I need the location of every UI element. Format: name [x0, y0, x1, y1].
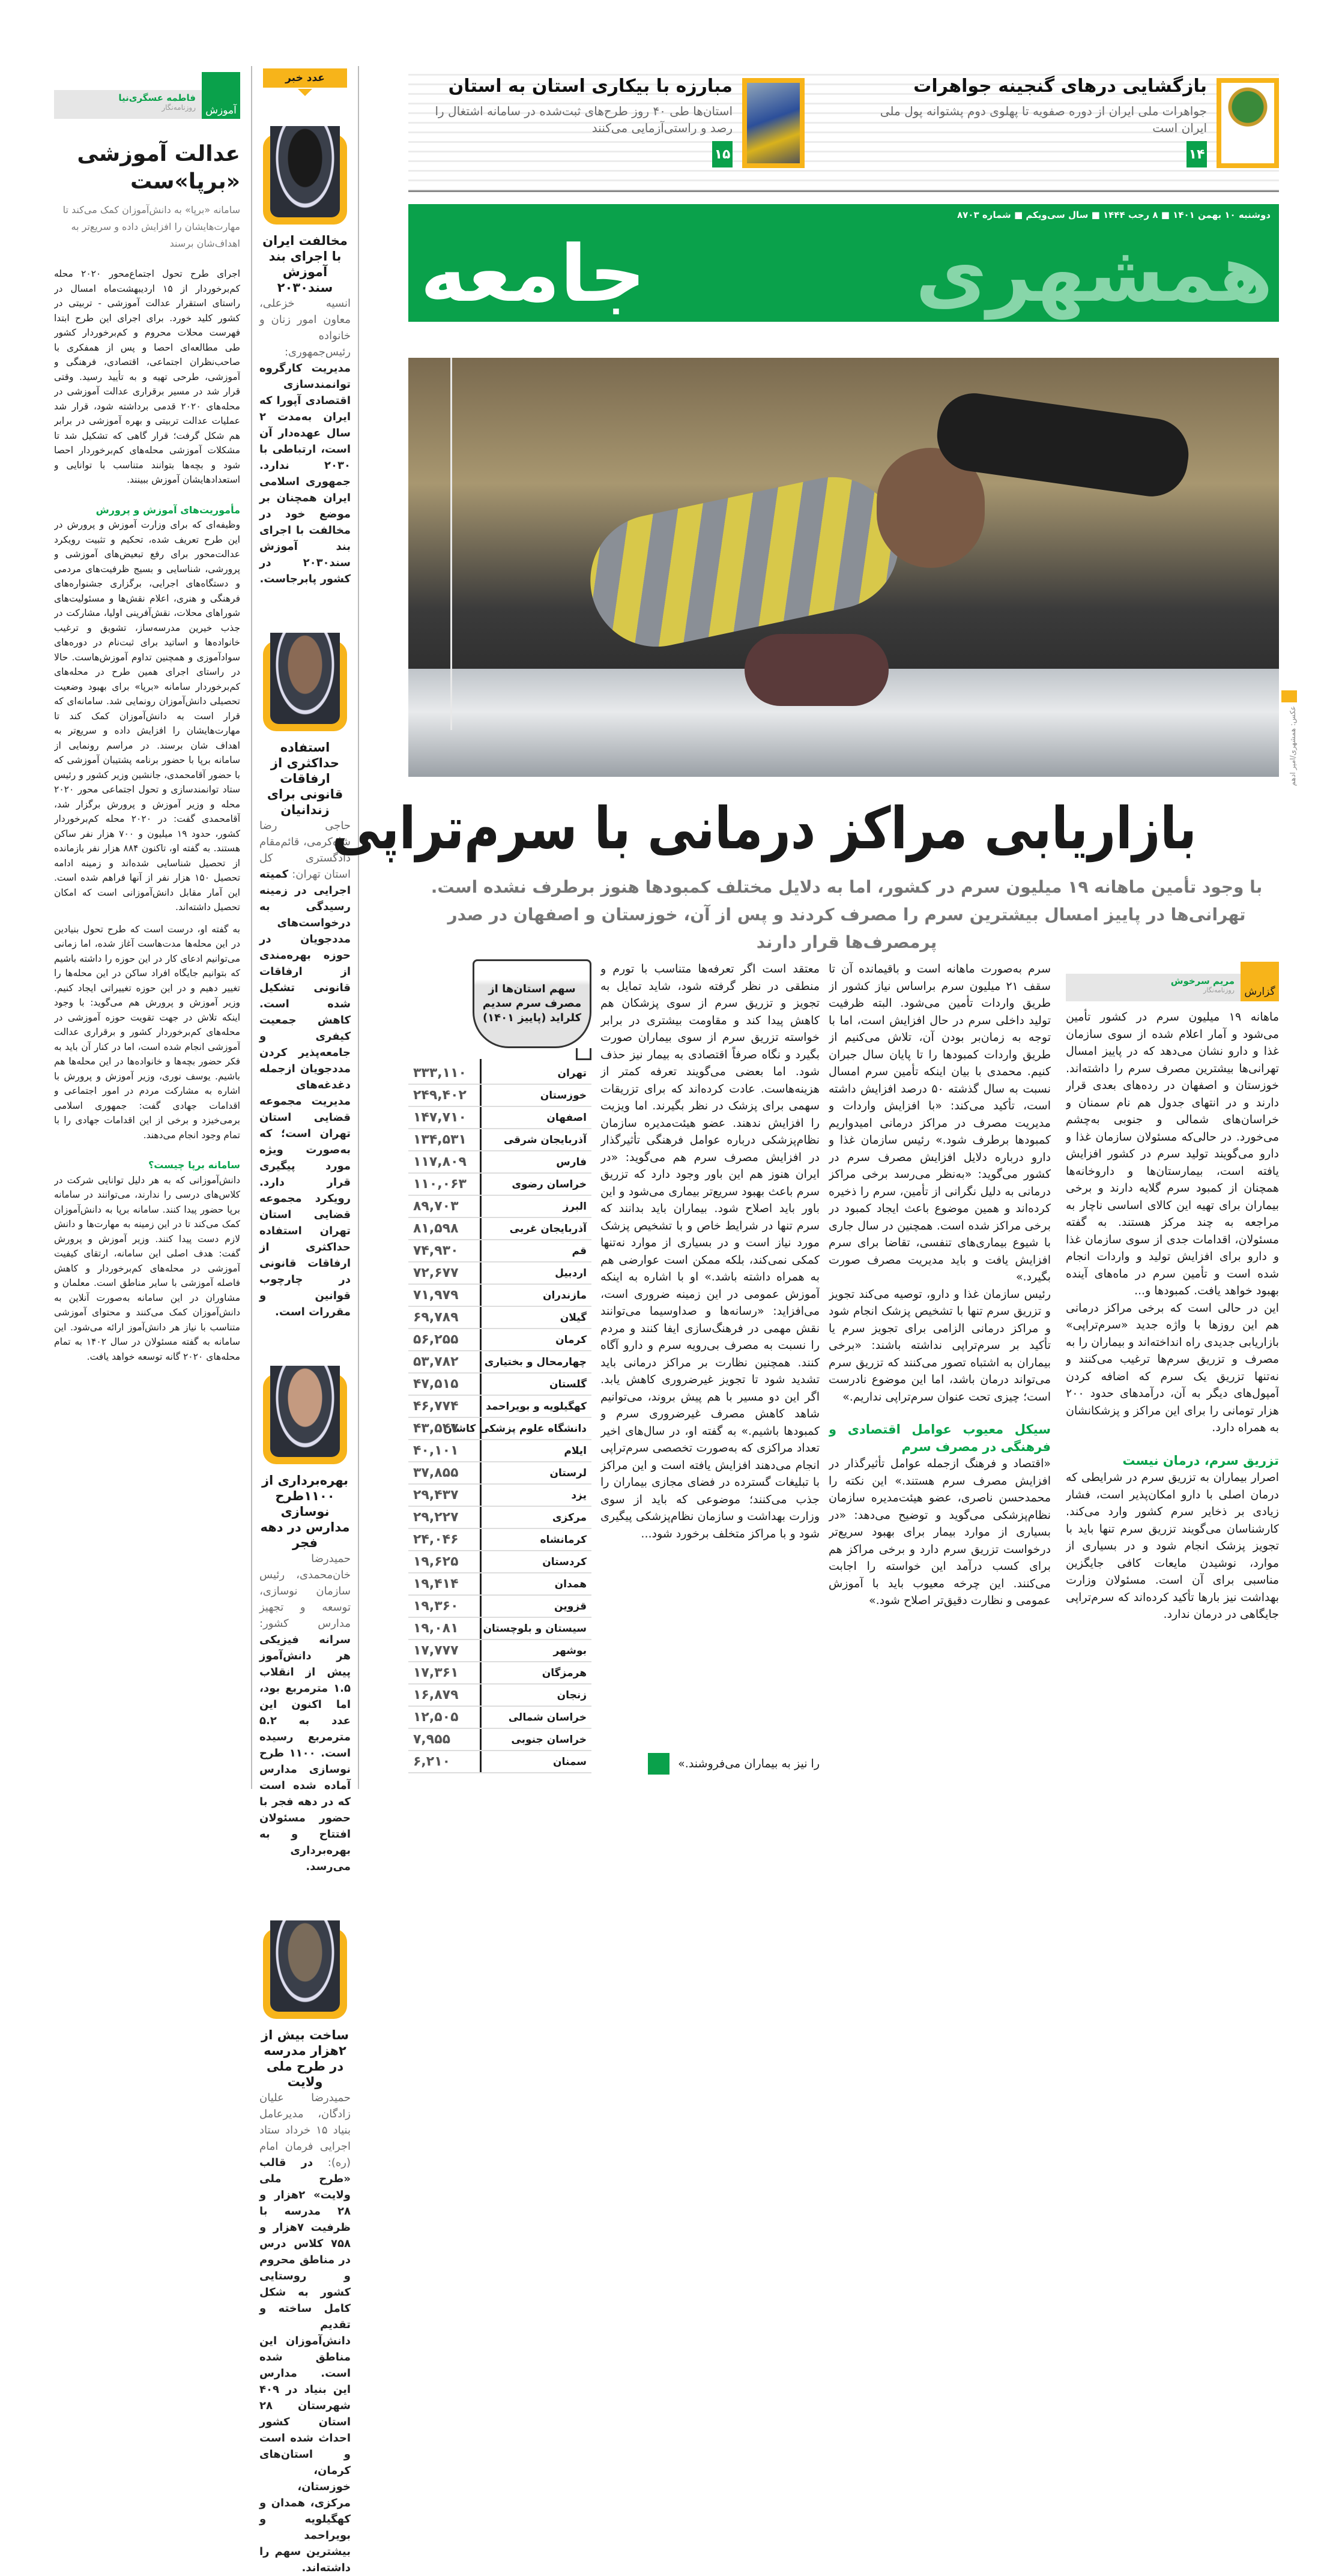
consumption-value: ۷,۹۵۵	[413, 1732, 451, 1747]
table-row	[408, 1440, 591, 1462]
consumption-value: ۱۲,۵۰۵	[413, 1710, 459, 1725]
globe-thumbnail	[1217, 78, 1279, 168]
table-row	[408, 1196, 591, 1218]
sidebar-item-source: حمیدرضا علیان زادگان، مدیرعامل بنیاد ۱۵ خرداد ستاد اجرایی فرمان امام (ره):	[259, 2092, 351, 2169]
province-name: اصفهان	[546, 1111, 587, 1124]
province-name: قم	[572, 1244, 587, 1257]
subheading: مأموریت‌های آموزش و پرورش	[95, 504, 240, 516]
table-row	[408, 1262, 591, 1285]
article-column-2	[829, 961, 1051, 1777]
avatar	[263, 641, 347, 731]
table-row	[408, 1151, 591, 1174]
province-name: کردستان	[542, 1555, 587, 1568]
paragraph: سرم به‌صورت ماهانه است و باقیمانده آن تا سقف ۲۱ میلیون سرم براساس نیاز کشور از طریق واردات تأمین می‌شود. البته ظرفیت تولید داخلی سرم در حال افزایش است، اما با توجه به زمان‌بر بودن آن، تلاش می‌کنیم از طریق واردات کمبودها را تا پایان سال جبران کنیم. محمدی با بیان اینکه تأمین سرم امسال نسبت به سال گذشته ۵۰ درصد افزایش داشته است، تأکید می‌کند: «با افزایش واردات و مدیریت مصرف در مراکز درمانی امیدواریم کمبودها برطرف شود.» رئیس سازمان غذا و دارو درباره دلایل افزایش مصرف سرم در کشور می‌گوید: «به‌نظر می‌رسد برخی مراکز درمانی به دلیل نگرانی از تأمین، سرم را ذخیره کرده‌اند و همین موضوع باعث ایجاد کمبود در برخی مراکز شده است. همچنین در سال جاری با شیوع بیماری‌های تنفسی، تقاضا برای سرم افزایش یافت و باید مدیریت مصرف صورت بگیرد.»	[829, 962, 1051, 1283]
table-row	[408, 1240, 591, 1262]
masthead-logo-hamshahri: همشهری	[915, 228, 1273, 319]
paragraph: به گفته او، درست است که طرح تحول بنیادین در این محله‌ها مدت‌هاست آغاز شده، اما زمانی می‌توانیم ادعای کار در این حوزه را داشته باشیم که بتوانیم جایگاه افراد ساکن در این محله‌ها را تغییر دهیم و در این حوزه تغییراتی ایجاد کنیم. وزیر آموزش و پرورش هم می‌گوید: با وجود اینکه تلاش در جهت تقویت حوزه آموزشی در محله‌های کم‌برخوردار کشور و برقراری عدالت آموزشی انجام شده است، اما در کنار آن باید به فکر حضور بچه‌ها و خانواده‌ها در این محله‌ها هم باشیم. یوسف نوری، وزیر آموزش و پرورش با اشاره به مشارکت مردم در امور اجتماعی و اقدامات جهادی گفت: جمهوری اسلامی برمی‌خیزد و برخی از این اقدامات جهادی را با تمام وجود انجام می‌دهند.	[54, 923, 240, 1141]
paragraph: رئیس سازمان غذا و دارو، توصیه می‌کند تجویز و تزریق سرم تنها با تشخیص پزشک انجام شود و مراکز درمانی الزامی برای تجویز سرم یا تأکید بر سرم‌تراپی نداشته باشند: «برخی بیماران به اشتباه تصور می‌کنند که تزریق سرم می‌تواند درمان باشد، اما این موضوع نادرست است؛ چیزی تحت عنوان سرم‌تراپی نداریم.»	[829, 1287, 1051, 1404]
consumption-value: ۴۶,۷۷۴	[413, 1399, 459, 1414]
teaser-title: بازگشایی درهای گنجینه جواهرات	[913, 76, 1207, 97]
workers-thumbnail	[742, 78, 805, 168]
author-name: مریم سرخوش	[1170, 976, 1235, 986]
consumption-value: ۳۷,۸۵۵	[413, 1465, 459, 1480]
province-name: مازندران	[542, 1289, 587, 1302]
consumption-value: ۴۰,۱۰۱	[413, 1443, 459, 1458]
province-name: آذربایجان غربی	[509, 1222, 587, 1235]
sidebar-item-source: حمیدرضا خان‌محمدی، رئیس سازمان نوسازی، توسعه و تجهیز مدارس کشور:	[259, 1552, 351, 1630]
consumption-value: ۱۹,۰۸۱	[413, 1621, 459, 1636]
consumption-value: ۱۳۴,۵۳۱	[413, 1132, 467, 1147]
sidebar-item-title: استفاده حداکثری از ارفاقات قانونی برای زندانیان	[267, 740, 343, 817]
province-name: گیلان	[560, 1311, 587, 1324]
province-name: مرکزی	[552, 1511, 587, 1524]
left-article	[54, 90, 240, 1767]
sidebar-item-quote: سرانه فیزیکی هر دانش‌آموز پیش از انقلاب ۱.۵ مترمربع بود، اما اکنون این عدد به ۵.۲ مترمربع رسیده است. ۱۱۰۰ طرح نوسازی مدارس آماده شده است که در دهه فجر با حضور مسئولان افتتاح و به بهره‌برداری می‌رسد.	[259, 1633, 351, 1873]
table-row	[408, 1507, 591, 1529]
consumption-value: ۸۹,۷۰۳	[413, 1199, 459, 1214]
province-name: چهارمحال و بختیاری	[484, 1356, 587, 1368]
sidebar-news-item	[259, 1374, 351, 1875]
province-name: سمنان	[553, 1755, 587, 1768]
consumption-value: ۶۹,۷۸۹	[413, 1310, 459, 1325]
province-name: دانشگاه علوم پزشکی کاشان	[443, 1422, 587, 1435]
table-row	[408, 1418, 591, 1440]
sidebar-item-source: حاجی رضا شاه‌کرمی، قائم‌مقام دادگستری کل استان تهران:	[259, 819, 351, 881]
province-name: خراسان رضوی	[512, 1178, 587, 1190]
table-row	[408, 1707, 591, 1729]
sidebar-item-title: بهره‌برداری از ۱۱۰۰طرح نوسازی مدارس در دهه فجر	[260, 1473, 350, 1550]
table-row	[408, 1640, 591, 1662]
sidebar-item-quote: مدیریت کارگروه توانمندسازی اقتصادی آپورا که ایران به‌مدت ۲ سال عهده‌دار آن است، ارتباطی با ۲۰۳۰ ندارد. جمهوری اسلامی ایران همچنان بر موضع خود در مخالفت با اجرای بند آموزش سند۲۰۳۰ در کشور پابرجاست.	[259, 362, 351, 585]
sidebar-item-text	[259, 295, 351, 587]
left-article-body	[54, 267, 240, 1767]
consumption-value: ۸۱,۵۹۸	[413, 1221, 459, 1236]
paragraph: اصرار بیماران به تزریق سرم در شرایطی که درمان اصلی با دارو امکان‌پذیر است، فشار زیادی بر ذخایر سرم کشور وارد می‌کند. کارشناسان می‌گویند تزریق سرم تنها باید با تجویز پزشک انجام شود و در بسیاری از موارد، نوشیدن مایعات کافی جایگزین مناسبی برای آن است. مسئولان وزارت بهداشت نیز بارها تأکید کرده‌اند که سرم‌تراپی جایگاهی در درمان ندارد.	[1066, 1471, 1279, 1621]
consumption-value: ۷۴,۹۳۰	[413, 1243, 459, 1258]
paragraph: اجرای طرح تحول اجتماع‌محور ۲۰۲۰ محله کم‌برخوردار از ۱۵ اردیبهشت‌ماه امسال در راستای استقرار عدالت آموزشی - تربیتی در کشور کلید خورد. برای اجرای این طرح ابتدا فهرست محلات محروم و کم‌برخوردار کشور طی مطالعه‌ای احصا و پس از همفکری با صاحب‌نظران اجتماعی، اقتصادی، فرهنگی و آموزشی، طرحی تهیه و به تأیید رسید. وقتی قرار شد در مسیر برقراری عدالت آموزشی در محله‌های ۲۰۲۰ قدمی برداشته شود، قرار شد عملیات عدالت تربیتی و بهره آموزشی در برابر هم شکل گرفت؛ قرار گاهی که تشکیل شد تا مشکلات آموزشی محله‌های کم‌برخوردار احصا شود و بچه‌ها بتوانند متناسب با توانایی و استعدادهایشان آموزش ببینند.	[54, 268, 240, 485]
consumption-value: ۱۷,۳۶۱	[413, 1665, 459, 1680]
province-name: البرز	[563, 1200, 587, 1213]
table-row	[408, 1129, 591, 1151]
table-row	[408, 1529, 591, 1551]
pointer-icon	[298, 89, 312, 96]
page-number: ۱۵	[712, 141, 733, 167]
sidebar-item-quote: کمیته اجرایی در زمینه رسیدگی به درخواست‌های مددجویان در حوزه بهره‌مندی از ارفاقات قانونی تشکیل شده است. کاهش جمعیت کیفری و جامعه‌پذیر کردن مددجویان ازجمله دغدغه‌های مدیریت مجموعه قضایی استان تهران است؛ که به‌صورت ویژه مورد پیگیری قرار دارد. رویکرد مجموعه قضایی استان تهران استفاده حداکثری از ارفاقات قانونی در چارچوب قوانین و مقررات است.	[259, 868, 351, 1318]
consumption-value: ۷۱,۹۷۹	[413, 1288, 459, 1303]
photo-credit	[1281, 690, 1297, 786]
avatar	[263, 1374, 347, 1464]
province-name: ایلام	[564, 1444, 587, 1457]
author-role: روزنامه‌نگار	[1203, 986, 1235, 994]
infographic	[408, 955, 591, 1773]
table-row	[408, 1396, 591, 1418]
section-tag: گزارش	[1241, 962, 1279, 1001]
article-column-3	[600, 961, 820, 1748]
section-tag: آموزش	[202, 72, 240, 119]
province-name: کرمانشاه	[540, 1533, 587, 1546]
sidebar-item-text	[259, 818, 351, 1320]
province-name: زنجان	[557, 1689, 587, 1701]
consumption-value: ۱۶,۸۷۹	[413, 1688, 459, 1703]
page-number: ۱۴	[1186, 141, 1207, 167]
sidebar-news-item	[259, 1929, 351, 2576]
sidebar-item-quote: در قالب «طرح ملی ولایت» ۲هزار و ۲۸ مدرسه با ظرفیت ۷هزار و ۷۵۸ کلاس درس در مناطق محروم و روستایی کشور به شکل کامل ساخته و تقدیم دانش‌آموزان این مناطق شده است. مدارس این بنیاد در ۴۰۹ شهرستان ۲۸ استان کشور احداث شده است و استان‌های کرمان، خوزستان، مرکزی، همدان و کهگیلویه و بویراحمد بیشترین سهم را داشته‌اند.	[259, 2156, 351, 2574]
news-number-sidebar	[251, 66, 359, 2574]
consumption-value: ۴۳,۵۴۷	[413, 1421, 459, 1436]
iv-bag-icon	[473, 959, 591, 1048]
table-row	[408, 1618, 591, 1640]
consumption-value: ۵۳,۷۸۲	[413, 1354, 459, 1369]
paragraph: این در حالی است که برخی مراکز درمانی هم این روزها با واژه جدید «سرم‌تراپی» بازاریابی جدیدی راه انداخته‌اند و بیماران را به مصرف و تزریق سرم‌ها ترغیب می‌کنند و نه‌تنها تزریق یک سرم که اضافه کردن آمپول‌های دیگر به آن، درآمدهای حدود ۲۰۰ هزار تومانی را برای این مراکز و پزشکانشان به همراه دارد.	[1066, 1301, 1279, 1434]
main-photo	[408, 358, 1279, 777]
subheading: سیکل معیوب عوامل اقتصادی و فرهنگی در مصرف سرم	[829, 1422, 1051, 1454]
table-row	[408, 1085, 591, 1107]
province-name: همدان	[554, 1578, 587, 1590]
paragraph: ماهانه ۱۹ میلیون سرم در کشور تأمین می‌شود و آمار اعلام شده از سوی سازمان غذا و دارو نشان می‌دهد که در پاییز امسال تهرانی‌ها بیشترین مصرف سرم را داشته‌اند. خوزستان و اصفهان در رده‌های بعدی قرار دارند و در انتهای جدول هم نام سمنان و خراسان‌های شمالی و جنوبی به‌چشم می‌خورد. در حالی‌که مسئولان سازمان غذا و دارو می‌گویند تولید سرم در کشور افزایش یافته است، بیمارستان‌ها و داروخانه‌ها همچنان از کمبود سرم گلایه دارند و برخی بیماران برای تهیه این کالای اساسی ناچار به مراجعه به چند مرکز هستند. به گفته مسئولان، اقدامات جدی از سوی سازمان غذا و دارو برای افزایش تولید و واردات انجام شده است و تأمین سرم در ماه‌های آینده بهبود خواهد یافت. کمبودها و...	[1066, 1010, 1279, 1297]
photo-credit-text: عکس: همشهری/امیر ادهم	[1289, 706, 1297, 786]
subheading: تزریق سرم، درمان نیست	[1122, 1453, 1279, 1468]
table-row	[408, 1573, 591, 1596]
dateline: دوشنبه ۱۰ بهمن ۱۴۰۱ ■ ۸ رجب ۱۴۴۴ ■ سال سی‌ویکم ■ شماره ۸۷۰۳	[957, 210, 1271, 220]
consumption-value: ۱۹,۶۲۵	[413, 1554, 459, 1569]
consumption-value: ۱۹,۴۱۴	[413, 1576, 459, 1591]
province-name: فارس	[556, 1156, 587, 1168]
table-row	[408, 1285, 591, 1307]
province-name: اردبیل	[555, 1267, 587, 1279]
province-name: گلستان	[549, 1378, 587, 1390]
province-name: لرستان	[549, 1467, 587, 1479]
consumption-value: ۳۳۳,۱۱۰	[413, 1066, 467, 1081]
credit-marker	[1281, 690, 1297, 702]
consumption-value: ۲۴,۰۴۶	[413, 1532, 459, 1547]
table-row	[408, 1685, 591, 1707]
paragraph: معتقد است اگر تعرفه‌ها متناسب با تورم و منطقی در نظر گرفته شود، شاید تمایل به تجویز و تزریق سرم از سوی پزشکان هم کاهش پیدا کند و مقاومت بیشتری در برابر خواسته تزریق سرم از سوی بیماران صورت بگیرد و نگاه صرفاً اقتصادی به بیمار نیز حذف شود. اما بعضی می‌گویند تعرفه کمتر از هزینه‌هاست. عادت کرده‌اند که برای تزریقات سهمی برای پزشک در نظر بگیرند. اما ویزیت را افزایش ندهند. عضو هیئت‌مدیره سازمان نظام‌پزشکی درباره عوامل فرهنگی تأثیرگذار در افزایش مصرف سرم هم می‌گوید: «در ایران هنوز هم این باور وجود دارد که تزریق سرم باعث بهبود سریع‌تر بیماری می‌شود و این باور باید اصلاح شود. بیماران باید بدانند که سرم تنها در شرایط خاص و با تشخیص پزشک مورد نیاز است و در بسیاری از موارد نه‌تنها کمکی نمی‌کند، بلکه ممکن است عوارضی هم به همراه داشته باشد.» او با اشاره به اینکه آموزش عمومی در این زمینه ضروری است، می‌افزاید: «رسانه‌ها و صداوسیما می‌توانند نقش مهمی در فرهنگ‌سازی ایفا کنند و مردم را نسبت به مصرف بی‌رویه سرم و دارو آگاه کنند. همچنین نظارت بر مراکز درمانی باید تشدید شود تا تجویز غیرضروری کاهش یابد. اگر این دو مسیر با هم پیش بروند، می‌توانیم شاهد کاهش مصرف غیرضروری سرم و کمبودها باشیم.» به گفته او، در سال‌های اخیر تعداد مراکزی که به‌صورت تخصصی سرم‌تراپی انجام می‌دهند افزایش یافته است و این مراکز با تبلیغات گسترده در فضای مجازی بیماران را جذب می‌کنند؛ موضوعی که باید از سوی وزارت بهداشت و سازمان نظام‌پزشکی پیگیری شود و با مراکز متخلف برخورد شود...	[600, 962, 820, 1540]
province-name: بوشهر	[553, 1644, 587, 1657]
byline-box	[54, 90, 240, 119]
table-row	[408, 1374, 591, 1396]
table-row	[408, 1596, 591, 1618]
masthead	[408, 204, 1279, 322]
province-name: کهگیلویه و بویراحمد	[486, 1400, 587, 1413]
sidebar-item-title: مخالفت ایران با اجرای بند آموزش سند۲۰۳۰	[262, 234, 348, 295]
main-deck: با وجود تأمین ماهانه ۱۹ میلیون سرم در کشور، اما به دلایل مختلف کمبودها هنوز برطرف نشده است. تهرانی‌ها در پاییز امسال بیشترین سرم را مصرف کردند و پس از آن، خوزستان و اصفهان در صدر پرمصرف‌ها قرار دارند	[431, 877, 1263, 952]
iv-bag-neck	[576, 1048, 591, 1060]
masthead-logo-jameh: جامعه	[420, 228, 646, 319]
table-row	[408, 1351, 591, 1374]
infographic-title: سهم استان‌ها از مصرف سرم سدیم کلراید (پاییز ۱۴۰۱)	[482, 983, 582, 1024]
consumption-value: ۱۴۷,۷۱۰	[413, 1110, 467, 1125]
sidebar-item-text	[259, 2090, 351, 2576]
table-row	[408, 1551, 591, 1573]
paragraph: دانش‌آموزانی که به هر دلیل توانایی شرکت در کلاس‌های درسی را ندارند، می‌توانند در سامانه برپا حضور پیدا کنند. سامانه برپا به دانش‌آموزان کمک می‌کند تا در این زمینه به مهارت‌ها و دانش لازم دست پیدا کنند. وزیر آموزش و پرورش گفت: هدف اصلی این سامانه، ارتقای کیفیت آموزشی در محله‌های کم‌برخوردار و کاهش فاصله آموزشی با سایر مناطق است. معلمان و مشاوران در این سامانه به‌صورت آنلاین به دانش‌آموزان کمک می‌کنند و محتوای آموزشی متناسب با نیاز هر دانش‌آموز ارائه می‌شود. این سامانه به گفته مسئولان در سال ۱۴۰۲ به تمام محله‌های ۲۰۲۰ گانه توسعه خواهد یافت.	[54, 1174, 240, 1362]
left-article-deck: سامانه «برپا» به دانش‌آموزان کمک می‌کند تا مهارت‌هایشان را افزایش داده و سریع‌تر به اهداف‌شان برسند	[62, 204, 240, 249]
consumption-value: ۶,۲۱۰	[413, 1754, 451, 1769]
avatar	[263, 134, 347, 225]
table-row	[408, 1485, 591, 1507]
author-name: فاطمه عسگری‌نیا	[118, 92, 196, 103]
province-name: خراسان شمالی	[508, 1711, 587, 1724]
sidebar-label-text: عدد خبر	[285, 72, 325, 84]
table-row	[408, 1174, 591, 1196]
province-name: سیستان و بلوچستان	[483, 1622, 587, 1635]
province-name: تهران	[557, 1067, 587, 1079]
consumption-value: ۴۷,۵۱۵	[413, 1377, 459, 1392]
province-name: کرمان	[555, 1333, 587, 1346]
end-mark-icon	[648, 1753, 670, 1775]
consumption-value: ۱۱۰,۰۶۳	[413, 1177, 467, 1192]
closing-text: را نیز به بیماران می‌فروشند.»	[678, 1757, 820, 1770]
table-row	[408, 1662, 591, 1685]
teaser-text: استان‌ها طی ۴۰ روز طرح‌های ثبت‌شده در سامانه اشتغال را رصد و راستی‌آزمایی می‌کنند	[435, 104, 733, 135]
table-row	[408, 1307, 591, 1329]
sidebar-news-item	[259, 134, 351, 587]
table-row	[408, 1462, 591, 1485]
consumption-value: ۲۴۹,۴۰۲	[413, 1088, 467, 1103]
table-row	[408, 1329, 591, 1351]
province-name: آذربایجان شرقی	[503, 1133, 587, 1146]
table-row	[408, 1107, 591, 1129]
sidebar-item-text	[259, 1551, 351, 1875]
sidebar-item-title: ساخت بیش از ۲هزار مدرسه در طرح ملی ولایت	[261, 2028, 349, 2089]
table-row	[408, 1063, 591, 1085]
subheading: سامانه برپا چیست؟	[148, 1159, 240, 1171]
province-name: هرمزگان	[542, 1667, 587, 1679]
province-name: خوزستان	[540, 1089, 587, 1102]
teaser-2[interactable]	[420, 75, 805, 183]
main-headline: بازاریابی مراکز درمانی با سرم‌تراپی	[332, 795, 1197, 862]
author-role: روزنامه‌نگار	[162, 103, 196, 112]
province-name: خراسان جنوبی	[511, 1733, 587, 1746]
province-name: قزوین	[554, 1600, 587, 1612]
left-article-title: عدالت آموزشی «برپا»ست	[77, 142, 240, 194]
consumption-value: ۱۱۷,۸۰۹	[413, 1154, 467, 1169]
teaser-title: مبارزه با بیکاری استان به استان	[448, 76, 733, 97]
consumption-value: ۵۶,۲۵۵	[413, 1332, 459, 1347]
province-name: یزد	[571, 1489, 587, 1501]
paragraph: وظیفه‌ای که برای وزارت آموزش و پرورش در این طرح تعریف شده، تحکیم و تثبیت رویکرد عدالت‌محور برای رفع تبعیض‌های آموزشی و پرورشی، شناسایی و بسیج ظرفیت‌های مردمی و دستگاه‌های اجرایی، برگزاری جشنواره‌های فرهنگی و هنری، اعلام نقش‌ها و مسئولیت‌های شوراهای محلات، نقش‌آفرینی اولیا، مشارکت در جذب خیرین مدرسه‌ساز، تشویق و ترغیب خانواده‌ها و اساتید برای ثبت‌نام در دوره‌های سوادآموزی و همچنین تداوم آموزش‌هاست. حالا در راستای اجرای همین طرح در محله‌های کم‌برخوردار سامانه «برپا» برای بهبود وضعیت تحصیلی دانش‌آموزان رونمایی شد. سامانه‌ای که قرار است به دانش‌آموزان کمک کند تا مهارت‌هایشان را افزایش داده و سریع‌تر به اهداف شان برسند. در مراسم رونمایی از سامانه برپا با حضور برنامه پشتیبان آموزشی که با حضور آقامحمدی، جانشین وزیر کشور و رئیس ستاد توانمندسازی و تحول اجتماعی محور ۲۰۲۰ محله و وزیر آموزش و پرورش برگزار شد، آقامحمدی گفت: در ۲۰۲۰ محله کم‌برخوردار کشور، حدود ۱۹ میلیون و ۷۰۰ هزار نفر ساکن هستند. به گفته او، تاکنون ۸۸۴ هزار نفر بازمانده از تحصیل شناسایی شده‌اند و زمینه ادامه تحصیل ۱۵۰ هزار نفر از آنها فراهم شده است. این آمار مقابل دانش‌آموزانی است که امکان تحصیل داشته‌اند.	[54, 519, 240, 912]
sidebar-news-item	[259, 641, 351, 1320]
paragraph: «اقتصاد و فرهنگ ازجمله عوامل تأثیرگذار در افزایش مصرف سرم هستند.» این نکته را محمدحسن ناصری، عضو هیئت‌مدیره سازمان نظام‌پزشکی می‌گوید و توضیح می‌دهد: «در بسیاری از موارد بیمار برای بهبود سریع‌تر درخواست تزریق سرم دارد و برخی مراکز هم برای کسب درآمد این خواسته را اجابت می‌کنند. این چرخه معیوب باید با آموزش عمومی و نظارت دقیق‌تر اصلاح شود.»	[829, 1457, 1051, 1607]
consumption-value: ۱۷,۷۷۷	[413, 1643, 459, 1658]
table-row	[408, 1751, 591, 1773]
consumption-value: ۷۲,۶۷۷	[413, 1265, 459, 1280]
sidebar-item-source: انسیه خزعلی، معاون امور زنان و خانواده رئیس‌جمهوری:	[259, 297, 351, 358]
consumption-value: ۱۹,۳۶۰	[413, 1599, 459, 1614]
sidebar-label	[263, 68, 347, 88]
teaser-text: جواهرات ملی ایران از دوره صفویه تا پهلوی دوم پشتوانه پول ملی ایران است	[880, 104, 1207, 135]
table-row	[408, 1729, 591, 1751]
consumption-value: ۲۹,۲۲۷	[413, 1510, 459, 1525]
table-row	[408, 1218, 591, 1240]
article-end	[600, 1753, 820, 1775]
consumption-value: ۲۹,۴۳۷	[413, 1488, 459, 1503]
byline-box	[1066, 974, 1279, 1001]
avatar	[263, 1929, 347, 2019]
teaser-1[interactable]	[811, 75, 1279, 183]
article-column-1	[1066, 961, 1279, 1771]
